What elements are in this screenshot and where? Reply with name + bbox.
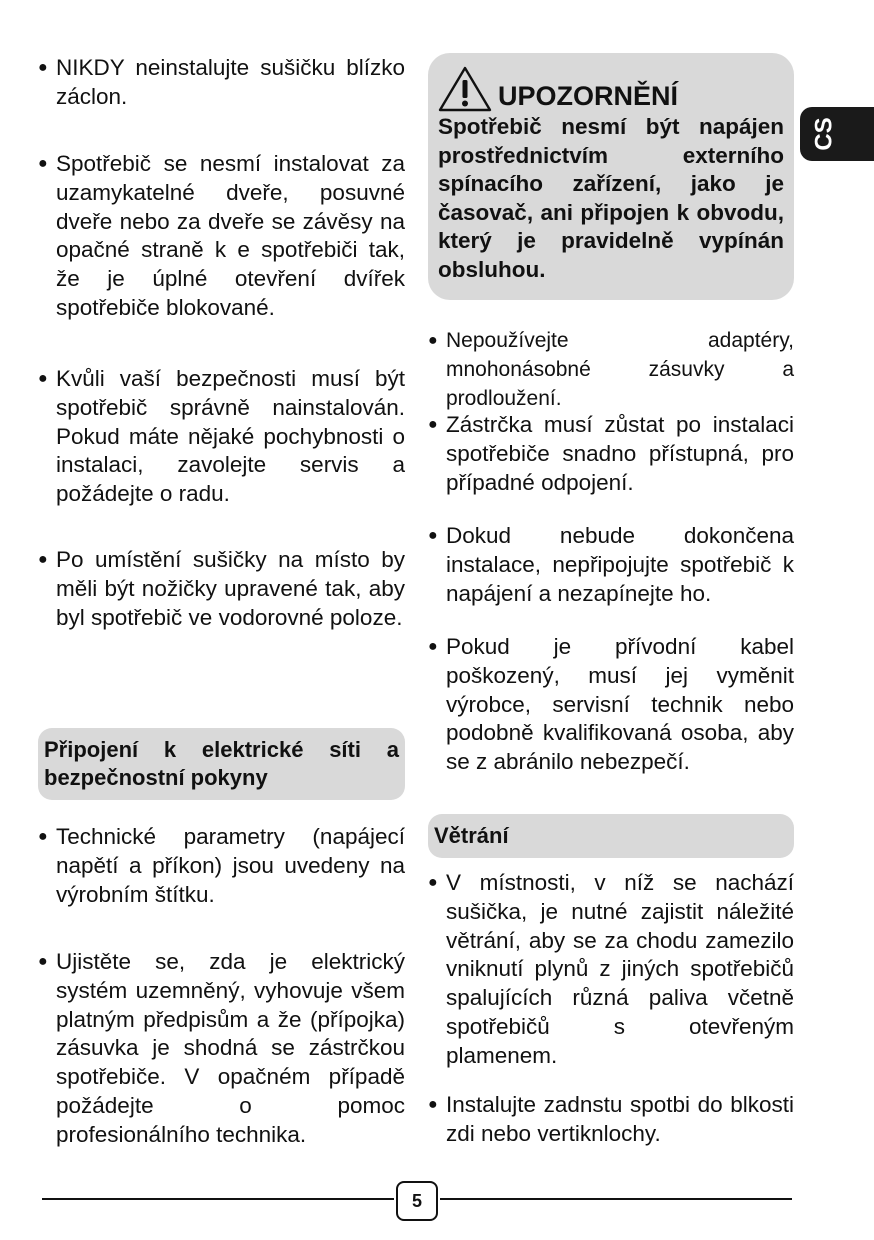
bullet-item bbox=[38, 365, 405, 509]
bullet-dot: ● bbox=[428, 638, 438, 655]
warning-box bbox=[428, 53, 794, 300]
bullet-item bbox=[38, 150, 405, 323]
bullet-dot: ● bbox=[38, 551, 48, 568]
bullet-item bbox=[38, 948, 405, 1150]
bullet-text: Instalujte zadnstu spotbi do blkosti zdi nebo vertiknlochy. bbox=[446, 1092, 794, 1146]
bullet-item bbox=[428, 633, 794, 777]
bullet-item bbox=[428, 869, 794, 1071]
bullet-text: Spotřebič se nesmí instalovat za uzamykatelné dveře, posuvné dveře nebo za dveře se závěsy na opačné straně k e spotřebiči tak, že je úplné otevření dvířek spotřebiče blokované. bbox=[56, 151, 405, 320]
bullet-dot: ● bbox=[38, 370, 48, 387]
bullet-dot: ● bbox=[38, 59, 48, 76]
bullet-text: Pokud je přívodní kabel poškozený, musí jej vyměnit výrobce, servisní technik nebo podobně kvalifikovaná osoba, aby se z abránilo nebezpečí. bbox=[446, 634, 794, 775]
bullet-dot: ● bbox=[38, 155, 48, 172]
language-tab bbox=[800, 107, 874, 161]
bullet-item bbox=[428, 522, 794, 608]
bullet-text: Technické parametry (napájecí napětí a příkon) jsou uvedeny na výrobním štítku. bbox=[56, 824, 405, 907]
bullet-dot: ● bbox=[428, 332, 438, 349]
bullet-item bbox=[38, 823, 405, 909]
bullet-text: Po umístění sušičky na místo by měli být nožičky upravené tak, aby byl spotřebič ve vodorovné poloze. bbox=[56, 547, 405, 630]
language-code: CS bbox=[810, 117, 838, 151]
footer-rule-right bbox=[440, 1198, 792, 1200]
warning-title: UPOZORNĚNÍ bbox=[498, 81, 679, 111]
bullet-dot: ● bbox=[428, 416, 438, 433]
section-heading-electrical: Připojení k elektrické síti a bezpečnostní pokyny bbox=[38, 728, 405, 800]
bullet-dot: ● bbox=[428, 874, 438, 891]
bullet-item bbox=[428, 411, 794, 497]
bullet-text: Dokud nebude dokončena instalace, nepřipojujte spotřebič k napájení a nezapínejte ho. bbox=[446, 523, 794, 606]
bullet-text: Nepoužívejte adaptéry, mnohonásobné zásuvky a prodloužení. bbox=[446, 329, 794, 410]
warning-text: Spotřebič nesmí být napájen prostřednictvím externího spínacího zařízení, jako je časovač, ani připojen k obvodu, který je pravidelně vypínán obsluhou. bbox=[438, 114, 784, 282]
bullet-item bbox=[428, 1091, 794, 1149]
warning-triangle-icon bbox=[438, 65, 492, 113]
footer-rule-left bbox=[42, 1198, 394, 1200]
bullet-item bbox=[38, 54, 405, 112]
bullet-dot: ● bbox=[428, 1096, 438, 1113]
page-number: 5 bbox=[396, 1181, 438, 1221]
bullet-text: Ujistěte se, zda je elektrický systém uzemněný, vyhovuje všem platným předpisům a že (přípojka) zásuvka je shodná se zástrčkou spotřebiče. V opačném případě požádejte o pomoc profesionálního technika. bbox=[56, 949, 405, 1147]
warning-title-row bbox=[438, 61, 784, 113]
bullet-item bbox=[38, 546, 405, 632]
section-heading-ventilation: Větrání bbox=[428, 814, 794, 858]
bullet-dot: ● bbox=[38, 953, 48, 970]
bullet-dot: ● bbox=[428, 527, 438, 544]
bullet-text: NIKDY neinstalujte sušičku blízko záclon. bbox=[56, 55, 405, 109]
bullet-text: Kvůli vaší bezpečnosti musí být spotřebič správně nainstalován. Pokud máte nějaké pochybnosti o instalaci, zavolejte servis a požádejte o radu. bbox=[56, 366, 405, 507]
bullet-dot: ● bbox=[38, 828, 48, 845]
bullet-text: Zástrčka musí zůstat po instalaci spotřebiče snadno přístupná, pro případné odpojení. bbox=[446, 412, 794, 495]
bullet-item bbox=[428, 327, 794, 413]
bullet-text: V místnosti, v níž se nachází sušička, je nutné zajistit náležité větrání, aby se za chodu zamezilo vniknutí plynů z jiných spotřebičů spalujících různá paliva včetně spotřebičů s otevřeným plamenem. bbox=[446, 870, 794, 1068]
